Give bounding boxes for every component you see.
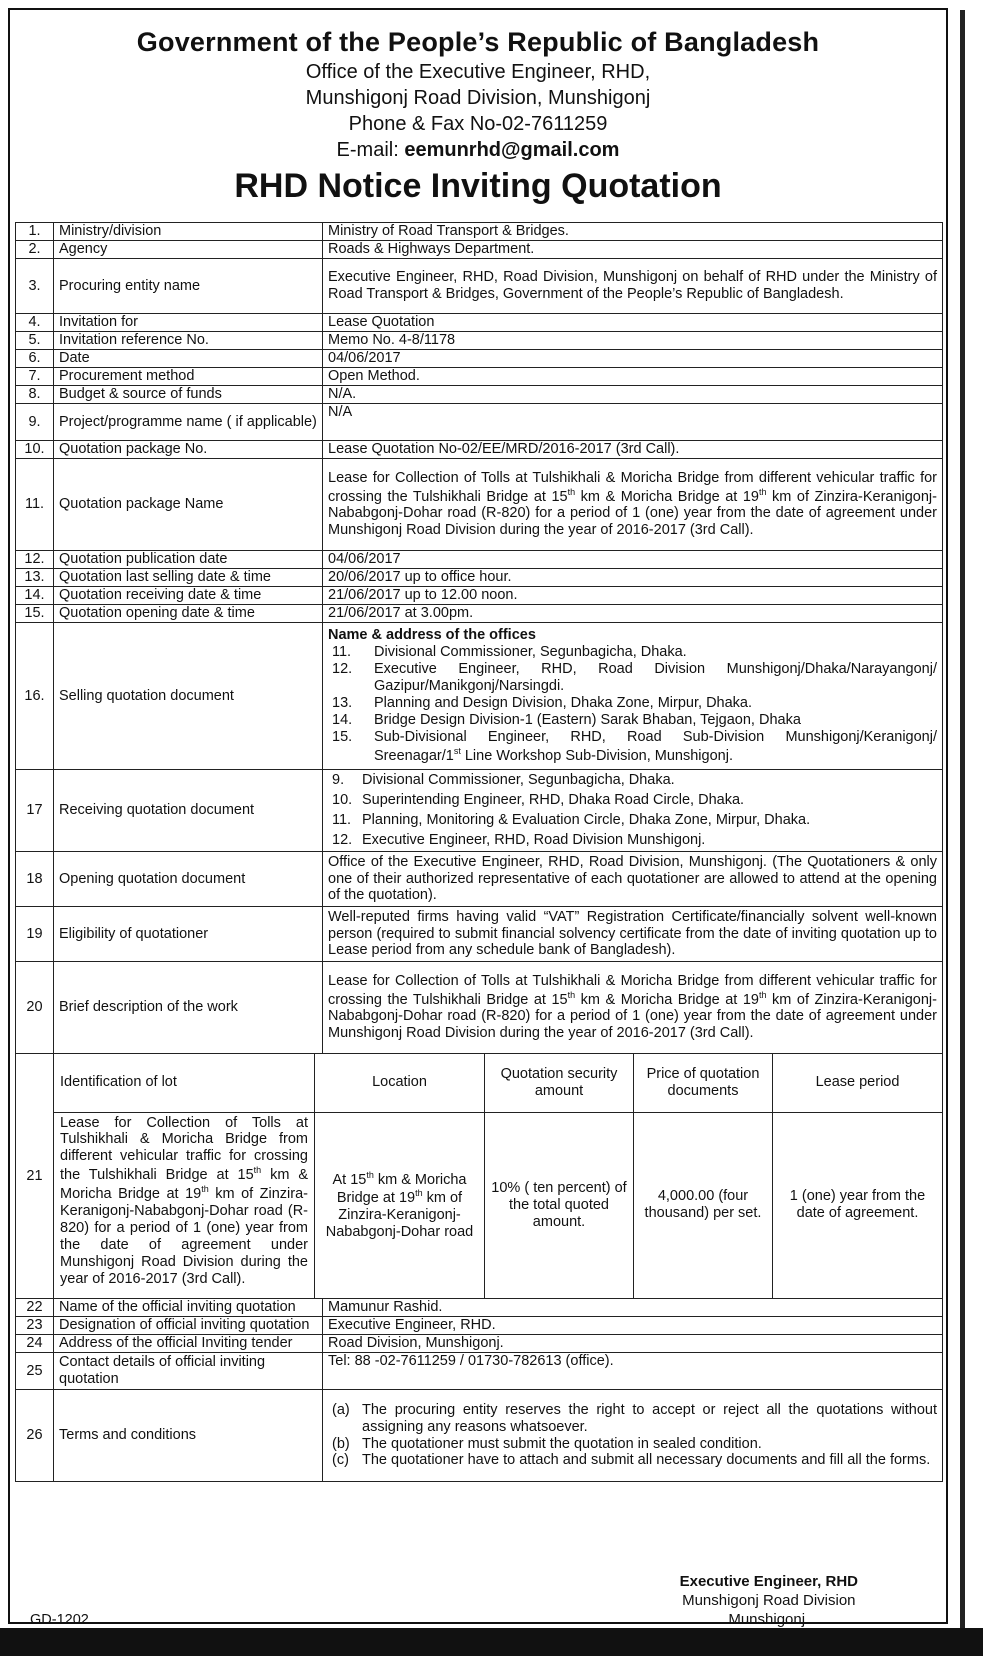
row-label: Designation of official inviting quotation [54,1317,323,1335]
lot-header: Location [315,1054,485,1112]
row-value: Road Division, Munshigonj. [323,1335,943,1353]
table-row [16,350,943,368]
row-number: 3. [16,259,54,314]
table-row [16,332,943,350]
offices-heading: Name & address of the offices [328,627,536,644]
notice-title: RHD Notice Inviting Quotation [234,167,722,206]
table-row [16,441,943,459]
lot-table [54,1054,942,1298]
signature-line: Munshigonj Road Division [682,1591,856,1609]
row-label: Procurement method [54,368,323,386]
row-number: 22 [16,1299,54,1317]
table-row [16,259,943,314]
row-number: 20 [16,962,54,1054]
list-item: 12. Executive Engineer, RHD, Road Division Munshigonj/Dhaka/Narayangonj/ Gazipur/Manikgonj/Narsingdi. [332,661,937,695]
list-item: 10. Superintending Engineer, RHD, Dhaka Road Circle, Dhaka. [332,792,745,809]
row-value: Executive Engineer, RHD. [323,1317,943,1335]
row-value: N/A. [323,386,943,404]
lot-security-amount: 10% ( ten percent) of the total quoted amount. [485,1112,634,1298]
row-number: 6. [16,350,54,368]
signature-block [680,1573,858,1629]
lot-header: Quotation security amount [485,1054,634,1112]
row-label: Address of the official Inviting tender [54,1335,323,1353]
row-label: Quotation publication date [54,551,323,569]
table-row [16,1353,943,1390]
lot-header: Price of quotation documents [634,1054,773,1112]
row-value: Executive Engineer, RHD, Road Division, Munshigonj on behalf of RHD under the Ministry of Road Transport & Bridges, Government of the People’s Republic of Bangladesh. [323,259,943,314]
government-title: Government of the People’s Republic of Bangladesh [136,27,820,57]
row-value: 04/06/2017 [323,551,943,569]
table-row [16,962,943,1054]
signature-line: Munshigonj. [728,1610,810,1628]
table-row [16,587,943,605]
lot-data-row [54,1112,942,1298]
row-label: Terms and conditions [54,1390,323,1482]
lot-header: Lease period [773,1054,943,1112]
row-value: 21/06/2017 at 3.00pm. [323,605,943,623]
list-item: 15. Sub-Divisional Engineer, RHD, Road Sub-Division Munshigonj/Keranigonj/ Sreenagar/1st Line Workshop Sub-Division, Munshigonj. [332,728,937,764]
row-label: Quotation opening date & time [54,605,323,623]
row-number: 7. [16,368,54,386]
row-value: Ministry of Road Transport & Bridges. [323,223,943,241]
row-number: 24 [16,1335,54,1353]
row-label: Project/programme name ( if applicable) [54,404,323,441]
row-number: 18 [16,852,54,907]
table-row [16,551,943,569]
row-label: Name of the official inviting quotation [54,1299,323,1317]
phone-line: Phone & Fax No-02-7611259 [348,113,608,136]
table-row [16,459,943,551]
row-label: Quotation receiving date & time [54,587,323,605]
row-number: 13. [16,569,54,587]
row-number: 23 [16,1317,54,1335]
row-label: Opening quotation document [54,852,323,907]
row-number: 26 [16,1390,54,1482]
row-value: 21/06/2017 up to 12.00 noon. [323,587,943,605]
row-value: Well-reputed firms having valid “VAT” Registration Certificate/financially solvent well-known person (required to submit financial solvency certificate from the date of inviting quotation up to Lease period from any schedule bank of Bangladesh). [323,907,943,962]
list-item: 11. Planning, Monitoring & Evaluation Circle, Dhaka Zone, Mirpur, Dhaka. [332,812,811,828]
receiving-offices-cell [323,770,943,852]
document-code: GD-1202 [30,1612,89,1628]
row-label: Selling quotation document [54,623,323,770]
notice-page [8,8,948,1628]
row-number: 5. [16,332,54,350]
row-label: Procuring entity name [54,259,323,314]
table-row [16,623,943,770]
email-address[interactable]: eemunrhd@gmail.com [404,139,620,162]
row-number: 1. [16,223,54,241]
row-label: Agency [54,241,323,259]
row-number: 17 [16,770,54,852]
list-item: 11. Divisional Commissioner, Segunbagicha, Dhaka. [332,644,687,661]
signature-title: Executive Engineer, RHD [679,1573,858,1590]
table-row [16,314,943,332]
row-number: 16. [16,623,54,770]
row-number: 19 [16,907,54,962]
table-row [16,241,943,259]
terms-cell [323,1390,943,1482]
notice-table [15,222,943,1482]
row-number: 25 [16,1353,54,1390]
row-number: 14. [16,587,54,605]
list-item: (b) The quotationer must submit the quotation in sealed condition. [332,1435,762,1452]
table-row [16,404,943,441]
lot-description: Lease for Collection of Tolls at Tulshikhali & Moricha Bridge from different vehicular traffic for crossing the Tulshikhali Bridge at 15th km & Moricha Bridge at 19th km of Zinzira-Keranigonj-Nababgonj-Dohar road (R-820) for a period of 1 (one) year from the date of agreement under Munshigonj Road Division during the year of 2016-2017 (3rd Call). [54,1112,315,1298]
table-row [16,368,943,386]
lot-document-price: 4,000.00 (four thousand) per set. [634,1112,773,1298]
table-row [16,1299,943,1317]
row-label: Receiving quotation document [54,770,323,852]
row-number: 4. [16,314,54,332]
list-item: 9. Divisional Commissioner, Segunbagicha, Dhaka. [332,772,675,789]
table-row [16,569,943,587]
row-label: Quotation package Name [54,459,323,551]
table-row [16,1317,943,1335]
table-row [16,770,943,852]
list-item: 13. Planning and Design Division, Dhaka Zone, Mirpur, Dhaka. [332,695,753,712]
table-row [16,852,943,907]
table-row [16,907,943,962]
row-value: Lease Quotation [323,314,943,332]
lot-lease-period: 1 (one) year from the date of agreement. [773,1112,943,1298]
row-value: 04/06/2017 [323,350,943,368]
list-item: (c) The quotationer have to attach and submit all necessary documents and fill all the forms. [332,1452,931,1469]
list-item: (a) The procuring entity reserves the right to accept or reject all the quotations without assigning any reasons whatsoever. [332,1401,937,1435]
row-label: Eligibility of quotationer [54,907,323,962]
table-row [16,223,943,241]
row-number: 8. [16,386,54,404]
row-label: Date [54,350,323,368]
page-edge-bar [960,10,965,1646]
row-number: 11. [16,459,54,551]
table-row [16,386,943,404]
division-line: Munshigonj Road Division, Munshigonj [305,87,651,110]
row-number: 21 [16,1054,54,1299]
row-label: Brief description of the work [54,962,323,1054]
row-value: Office of the Executive Engineer, RHD, Road Division, Munshigonj. (The Quotationers & only one of their authorized representative of each quotationer are allowed to attend at the opening of the quotation). [323,852,943,907]
row-number: 12. [16,551,54,569]
table-row [16,1054,943,1299]
email-line [10,138,946,162]
lot-location: At 15th km & Moricha Bridge at 19th km of Zinzira-Keranigonj-Nababgonj-Dohar road [315,1112,485,1298]
row-value: Mamunur Rashid. [323,1299,943,1317]
row-value: 20/06/2017 up to office hour. [323,569,943,587]
list-item: 12. Executive Engineer, RHD, Road Division Munshigonj. [332,831,706,848]
row-value: Roads & Highways Department. [323,241,943,259]
row-number: 9. [16,404,54,441]
row-label: Invitation reference No. [54,332,323,350]
package-name-value: Lease for Collection of Tolls at Tulshikhali & Moricha Bridge from different vehicular traffic for crossing the Tulshikhali Bridge at 15th km & Moricha Bridge at 19th km of Zinzira-Keranigonj-Nababgonj-Dohar road (R-820) for a period of 1 (one) year from the date of agreement under Munshigonj Road Division during the year of 2016-2017 (3rd Call). [323,459,943,551]
lot-cell [54,1054,943,1299]
row-value: Open Method. [323,368,943,386]
row-value: Tel: 88 -02-7611259 / 01730-782613 (office). [323,1353,943,1390]
list-item: 14. Bridge Design Division-1 (Eastern) Sarak Bhaban, Tejgaon, Dhaka [332,712,801,729]
page-bottom-bar [0,1628,983,1656]
lot-header: Identification of lot [54,1054,315,1112]
row-label: Ministry/division [54,223,323,241]
table-row [16,1335,943,1353]
row-label: Contact details of official inviting quotation [54,1353,323,1390]
row-number: 15. [16,605,54,623]
table-row [16,1390,943,1482]
row-label: Budget & source of funds [54,386,323,404]
lot-header-row [54,1054,942,1112]
row-value: N/A [323,404,943,441]
row-label: Invitation for [54,314,323,332]
row-value: Lease Quotation No-02/EE/MRD/2016-2017 (3rd Call). [323,441,943,459]
table-row [16,605,943,623]
row-number: 2. [16,241,54,259]
selling-offices-cell [323,623,943,770]
email-label: E-mail: [336,139,405,162]
notice-header [10,26,946,207]
row-label: Quotation package No. [54,441,323,459]
office-line: Office of the Executive Engineer, RHD, [305,61,651,84]
work-description-value: Lease for Collection of Tolls at Tulshikhali & Moricha Bridge from different vehicular traffic for crossing the Tulshikhali Bridge at 15th km & Moricha Bridge at 19th km of Zinzira-Keranigonj-Nababgonj-Dohar road (R-820) for a period of 1 (one) year from the date of agreement under Munshigonj Road Division during the year of 2016-2017 (3rd Call). [323,962,943,1054]
row-value: Memo No. 4-8/1178 [323,332,943,350]
row-number: 10. [16,441,54,459]
row-label: Quotation last selling date & time [54,569,323,587]
